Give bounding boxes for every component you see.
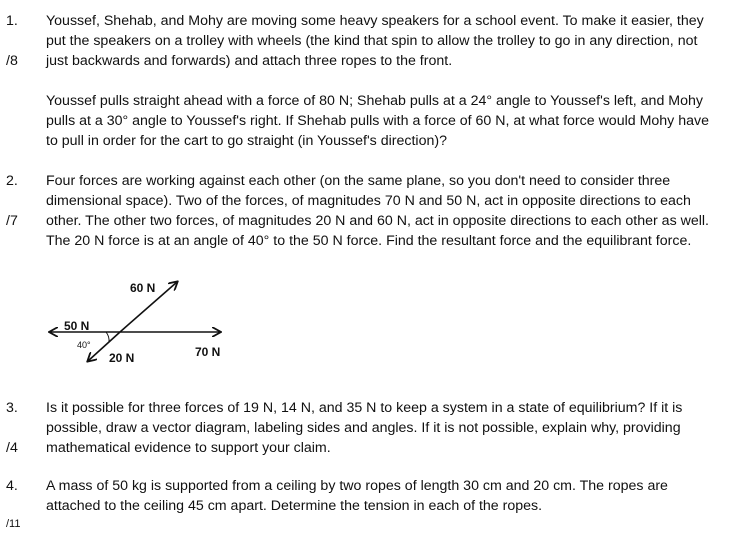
question-2-number: 2. bbox=[6, 173, 18, 189]
force-diagram bbox=[40, 274, 240, 374]
label-60n: 60 N bbox=[130, 281, 156, 295]
question-3-points: /4 bbox=[6, 440, 18, 456]
question-3-text: Is it possible for three forces of 19 N, 14 N, and 35 N to keep a system in a state of equilibrium? If it is possible, draw a vector diagram, labeling sides and angles. If it is not possible, explain why, providing mathematical evidence to support your claim. bbox=[46, 400, 683, 456]
question-1-text: Youssef, Shehab, and Mohy are moving some heavy speakers for a school event. To make it easier, they put the speakers on a trolley with wheels (the kind that spin to allow the trolley to go in any direction, not just backwards and forwards) and attach three ropes to the front. bbox=[46, 13, 704, 69]
question-1-detail: Youssef pulls straight ahead with a force of 80 N; Shehab pulls at a 24° angle to Youssef's left, and Mohy pulls at a 30° angle to Youssef's right. If Shehab pulls with a force of 60 N, at what force would Mohy have to pull in order for the cart to go straight (in Youssef's direction)? bbox=[46, 93, 709, 149]
question-3-number: 3. bbox=[6, 400, 18, 416]
question-1-points: /8 bbox=[6, 53, 18, 69]
total-points: /11 bbox=[6, 518, 21, 530]
label-angle: 40° bbox=[77, 340, 91, 350]
question-2-text: Four forces are working against each other (on the same plane, so you don't need to consider three dimensional space). Two of the forces, of magnitudes 70 N and 50 N, act in opposite directions to each other. The other two forces, of magnitudes 20 N and 60 N, act in opposite directions to each other as well. The 20 N force is at an angle of 40° to the 50 N force. Find the resultant force and the equilibrant force. bbox=[46, 173, 709, 249]
question-4-number: 4. bbox=[6, 478, 18, 494]
question-2-points: /7 bbox=[6, 213, 18, 229]
label-50n: 50 N bbox=[64, 319, 90, 333]
angle-arc bbox=[106, 332, 109, 342]
label-70n: 70 N bbox=[195, 345, 221, 359]
label-20n: 20 N bbox=[109, 351, 135, 365]
question-1-number: 1. bbox=[6, 13, 18, 29]
question-4-text: A mass of 50 kg is supported from a ceiling by two ropes of length 30 cm and 20 cm. The ropes are attached to the ceiling 45 cm apart. Determine the tension in each of the ropes. bbox=[46, 478, 668, 514]
